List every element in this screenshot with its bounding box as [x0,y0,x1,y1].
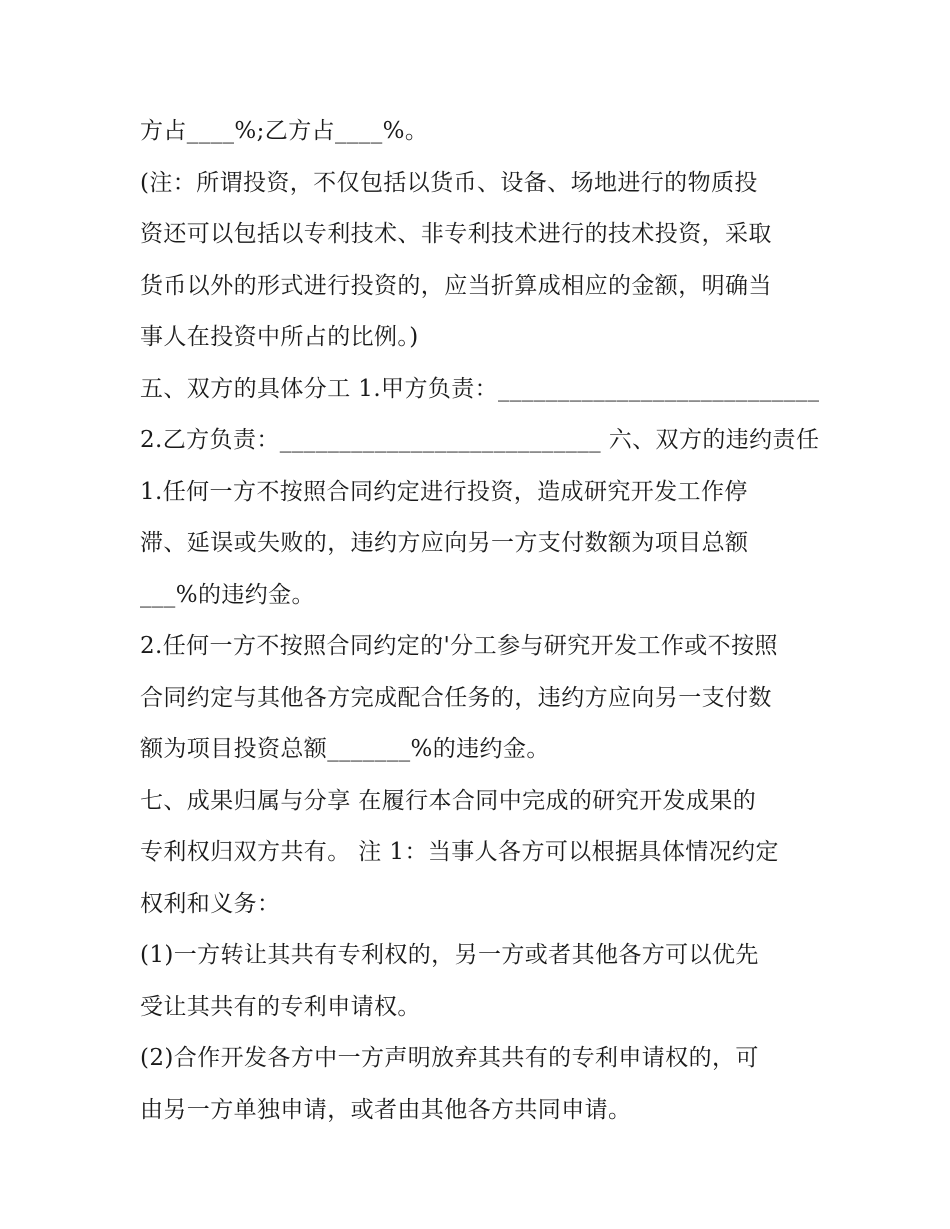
text-line: (注：所谓投资，不仅包括以货币、设备、场地进行的物质投 [140,169,758,196]
text-line: 权利和义务： [140,890,281,917]
text-line: 货币以外的形式进行投资的，应当折算成相应的金额，明确当 [140,272,772,299]
text-line: 1.任何一方不按照合同约定进行投资，造成研究开发工作停 [140,478,748,505]
text-line: 七、成果归属与分享 在履行本合同中完成的研究开发成果的 [140,787,757,814]
text-line: 专利权归双方共有。 注 1：当事人各方可以根据具体情况约定 [140,839,779,865]
text-line: (2)合作开发各方中一方声明放弃其共有的专利申请权的，可 [140,1045,759,1071]
text-line: 由另一方单独申请，或者由其他各方共同申请。 [140,1096,632,1123]
text-line: 额为项目投资总额_______%的违约金。 [140,736,550,762]
text-line: 方占____%;乙方占____%。 [140,118,429,144]
text-line: 合同约定与其他各方完成配合任务的，违约方应向另一支付数 [140,684,772,711]
text-line: ___%的违约金。 [140,581,315,608]
text-line: (1)一方转让其共有专利权的，另一方或者其他各方可以优先 [140,942,759,968]
text-line: 2.乙方负责：___________________________ 六、双方的违约责任 [140,427,820,453]
document-body [140,106,820,1136]
text-line: 五、双方的具体分工 1.甲方负责：___________________________ [140,375,820,402]
text-line: 资还可以包括以专利技术、非专利技术进行的技术投资，采取 [140,221,772,247]
text-line: 事人在投资中所占的比例。) [140,324,419,350]
text-line: 2.任何一方不按照合同约定的'分工参与研究开发工作或不按照 [140,633,778,659]
text-line: 受让其共有的专利申请权。 [140,993,421,1020]
text-line: 滞、延误或失败的，违约方应向另一方支付数额为项目总额 [140,530,749,556]
